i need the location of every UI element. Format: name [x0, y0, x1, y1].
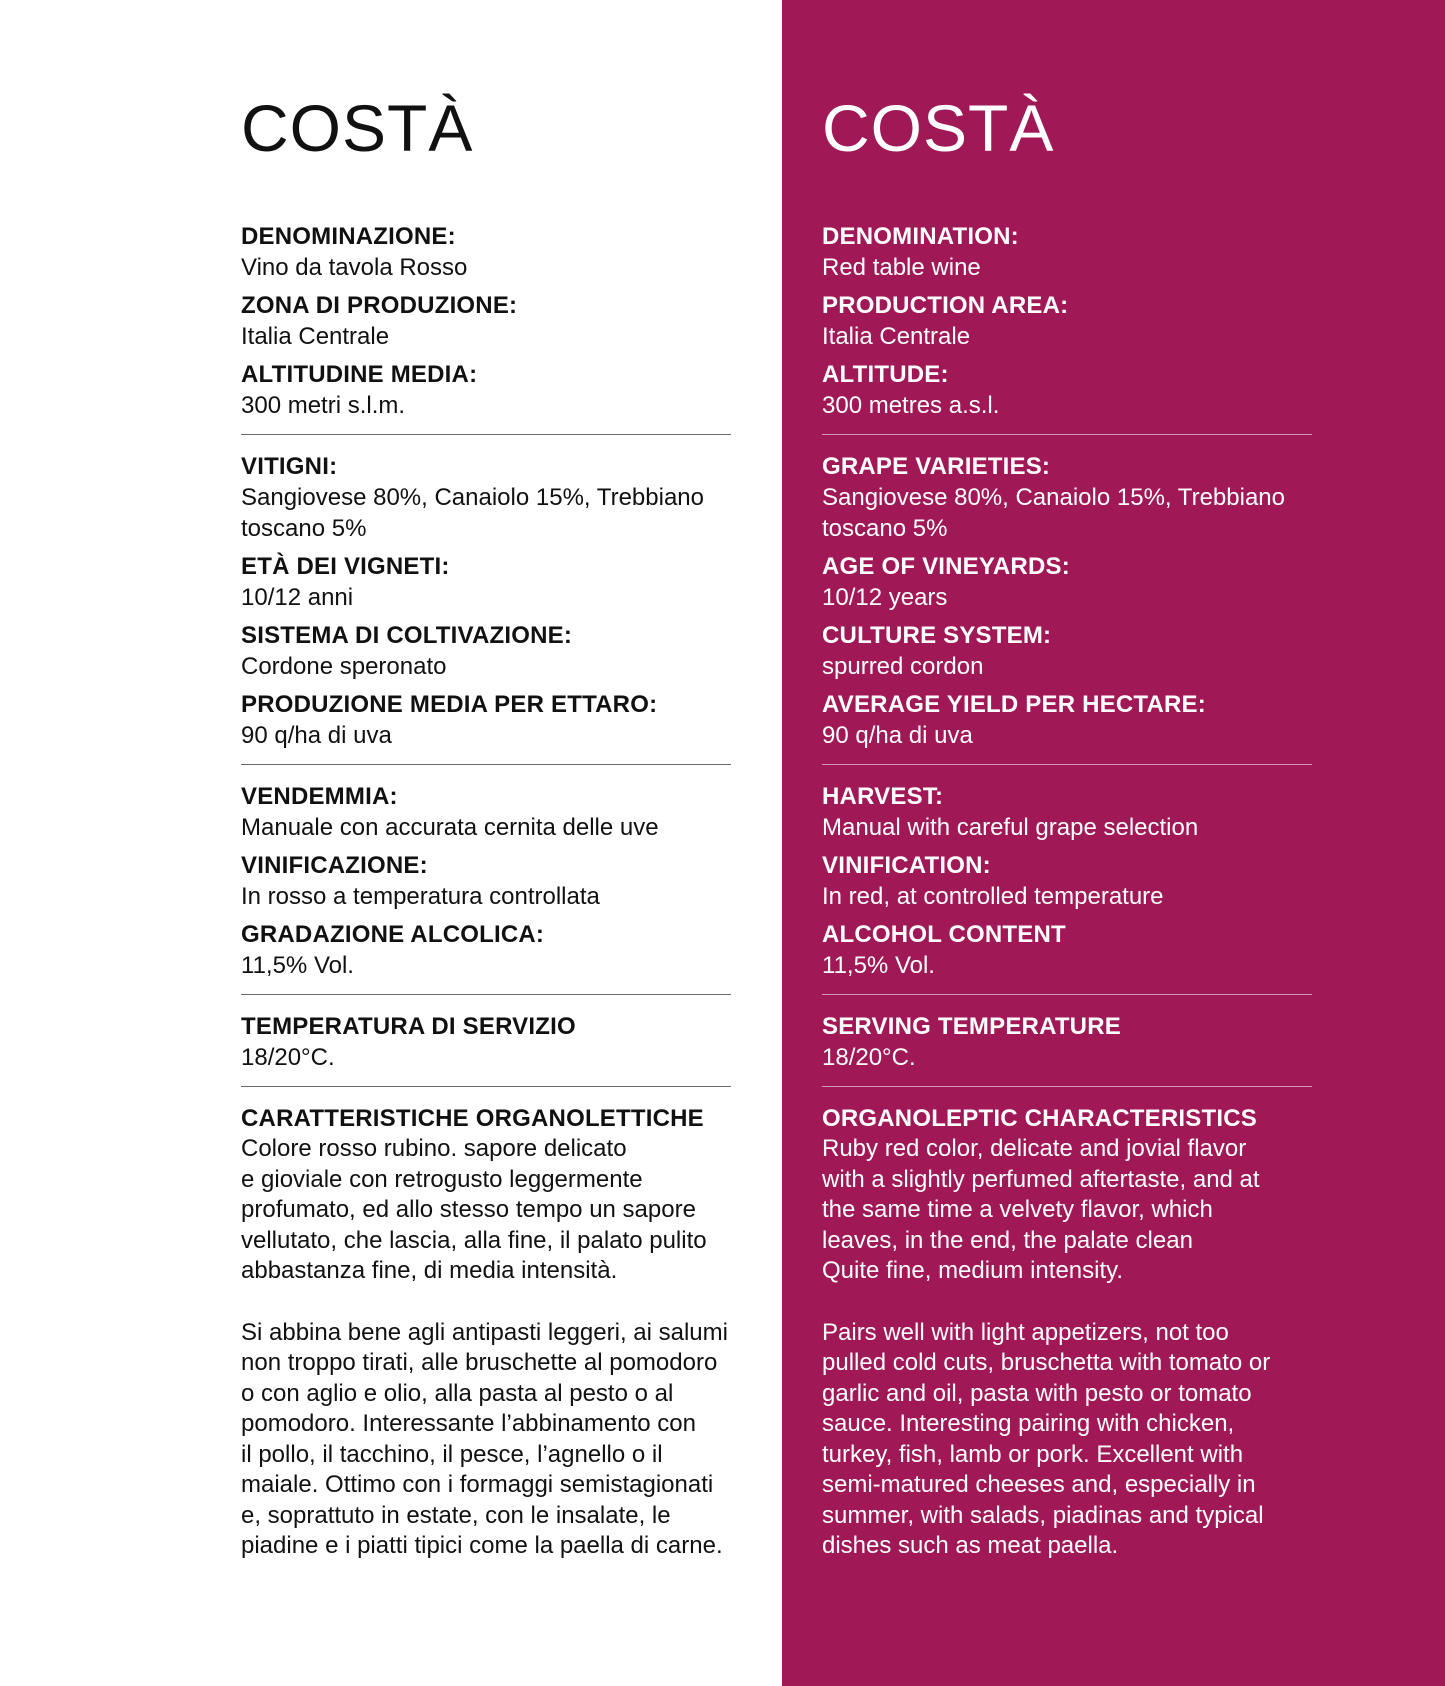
english-section-1: [822, 221, 1312, 421]
spec-value: Manual with careful grape selection: [822, 814, 1199, 841]
spec-field: [822, 620, 1312, 682]
spec-value: Italia Centrale: [822, 323, 971, 350]
section-divider: [241, 994, 731, 995]
pairing-description: Si abbina bene agli antipasti leggeri, ai salumi non troppo tirati, alle bruschette al pomodoro o con aglio e olio, alla pasta al pesto o al pomodoro. Interessante l’abbinamento con il pollo, il tacchino, il pesce, l’agnello o il maiale. Ottimo con i formaggi semistagionati e, soprattuto in estate, con le insalate, le piadine e i piatti tipici come la paella di carne.: [241, 1318, 728, 1559]
english-column: [782, 0, 1445, 1686]
spec-label: CULTURE SYSTEM:: [822, 622, 1052, 649]
spec-value: Red table wine: [822, 254, 981, 281]
spec-label: AGE OF VINEYARDS:: [822, 553, 1070, 580]
spec-label: ALTITUDINE MEDIA:: [241, 361, 478, 388]
spec-field: [241, 1011, 731, 1073]
spec-field: [822, 850, 1312, 912]
spec-label: DENOMINATION:: [822, 223, 1019, 250]
spec-value: 300 metri s.l.m.: [241, 392, 406, 419]
english-section-5: [822, 1103, 1312, 1562]
field-gap: [241, 283, 731, 290]
spec-value: Sangiovese 80%, Canaiolo 15%, Trebbiano toscano 5%: [822, 484, 1285, 542]
field-gap: [822, 352, 1312, 359]
italian-sections: [241, 221, 731, 1562]
spec-field: [822, 451, 1312, 544]
paragraph-gap: [241, 1287, 731, 1318]
spec-field: [241, 290, 731, 352]
section-divider: [822, 764, 1312, 765]
spec-label: ETÀ DEI VIGNETI:: [241, 553, 450, 580]
section-divider: [241, 1086, 731, 1087]
section-divider: [241, 764, 731, 765]
spec-label: VENDEMMIA:: [241, 783, 398, 810]
spec-label: ALCOHOL CONTENT: [822, 921, 1066, 948]
organoleptic-label: CARATTERISTICHE ORGANOLETTICHE: [241, 1105, 704, 1132]
spec-field: [241, 689, 731, 751]
spec-label: ZONA DI PRODUZIONE:: [241, 292, 518, 319]
spec-field: [241, 919, 731, 981]
italian-section-2: [241, 451, 731, 751]
spec-value: In red, at controlled temperature: [822, 883, 1164, 910]
field-gap: [241, 352, 731, 359]
field-gap: [241, 843, 731, 850]
spec-label: ALTITUDE:: [822, 361, 949, 388]
spec-field: [241, 781, 731, 843]
spec-field: [822, 689, 1312, 751]
spec-label: TEMPERATURA DI SERVIZIO: [241, 1013, 576, 1040]
field-gap: [822, 283, 1312, 290]
spec-label: GRADAZIONE ALCOLICA:: [241, 921, 545, 948]
paragraph-gap: [822, 1287, 1312, 1318]
spec-label: PRODUCTION AREA:: [822, 292, 1069, 319]
spec-value: 11,5% Vol.: [241, 952, 354, 979]
spec-label: DENOMINAZIONE:: [241, 223, 456, 250]
italian-section-3: [241, 781, 731, 981]
italian-title: COSTÀ: [241, 91, 474, 165]
field-gap: [241, 912, 731, 919]
spec-field: [822, 290, 1312, 352]
spec-value: Cordone speronato: [241, 653, 447, 680]
spec-value: 300 metres a.s.l.: [822, 392, 1000, 419]
spec-field: [822, 1011, 1312, 1073]
field-gap: [822, 912, 1312, 919]
field-gap: [241, 613, 731, 620]
spec-value: Vino da tavola Rosso: [241, 254, 468, 281]
spec-label: SERVING TEMPERATURE: [822, 1013, 1121, 1040]
field-gap: [822, 682, 1312, 689]
organoleptic-label: ORGANOLEPTIC CHARACTERISTICS: [822, 1105, 1257, 1132]
organoleptic-description: Colore rosso rubino. sapore delicato e gioviale con retrogusto leggermente profumato, ed allo stesso tempo un sapore vellutato, che lascia, alla fine, il palato pulito abbastanza fine, di media intensità.: [241, 1135, 707, 1284]
spec-label: VITIGNI:: [241, 453, 338, 480]
spec-field: [241, 551, 731, 613]
spec-value: Manuale con accurata cernita delle uve: [241, 814, 659, 841]
section-divider: [822, 434, 1312, 435]
spec-value: 10/12 anni: [241, 584, 354, 611]
spec-label: SISTEMA DI COLTIVAZIONE:: [241, 622, 573, 649]
spec-label: VINIFICATION:: [822, 852, 991, 879]
english-section-2: [822, 451, 1312, 751]
english-section-4: [822, 1011, 1312, 1073]
spec-field: [241, 850, 731, 912]
spec-value: 90 q/ha di uva: [241, 722, 392, 749]
spec-label: GRAPE VARIETIES:: [822, 453, 1051, 480]
spec-field: [822, 221, 1312, 283]
english-sections: [822, 221, 1312, 1562]
spec-value: 11,5% Vol.: [822, 952, 935, 979]
field-gap: [822, 613, 1312, 620]
spec-value: 18/20°C.: [822, 1044, 916, 1071]
spec-value: Sangiovese 80%, Canaiolo 15%, Trebbiano toscano 5%: [241, 484, 704, 542]
field-gap: [241, 682, 731, 689]
italian-section-4: [241, 1011, 731, 1073]
italian-section-5: [241, 1103, 731, 1562]
spec-label: PRODUZIONE MEDIA PER ETTARO:: [241, 691, 658, 718]
spec-field: [822, 919, 1312, 981]
field-gap: [822, 843, 1312, 850]
spec-value: 18/20°C.: [241, 1044, 335, 1071]
spec-value: In rosso a temperatura controllata: [241, 883, 600, 910]
spec-label: AVERAGE YIELD PER HECTARE:: [822, 691, 1206, 718]
spec-field: [241, 359, 731, 421]
english-title: COSTÀ: [822, 91, 1055, 165]
field-gap: [822, 544, 1312, 551]
pairing-description: Pairs well with light appetizers, not too pulled cold cuts, bruschetta with tomato or garlic and oil, pasta with pesto or tomato sauce. Interesting pairing with chicken, turkey, fish, lamb or pork. Excellent with semi-matured cheeses and, especially in summer, with salads, piadinas and typical dishes such as meat paella.: [822, 1318, 1271, 1559]
section-divider: [822, 994, 1312, 995]
spec-field: [241, 451, 731, 544]
english-section-3: [822, 781, 1312, 981]
field-gap: [241, 544, 731, 551]
spec-value: 90 q/ha di uva: [822, 722, 973, 749]
spec-value: 10/12 years: [822, 584, 948, 611]
section-divider: [822, 1086, 1312, 1087]
italian-section-1: [241, 221, 731, 421]
spec-value: Italia Centrale: [241, 323, 390, 350]
spec-field: [241, 221, 731, 283]
spec-field: [822, 551, 1312, 613]
spec-value: spurred cordon: [822, 653, 984, 680]
spec-label: VINIFICAZIONE:: [241, 852, 428, 879]
organoleptic-description: Ruby red color, delicate and jovial flavor with a slightly perfumed aftertaste, and at the same time a velvety flavor, which leaves, in the end, the palate clean Quite fine, medium intensity.: [822, 1135, 1260, 1284]
spec-field: [822, 359, 1312, 421]
spec-field: [822, 781, 1312, 843]
spec-label: HARVEST:: [822, 783, 944, 810]
spec-field: [241, 620, 731, 682]
section-divider: [241, 434, 731, 435]
